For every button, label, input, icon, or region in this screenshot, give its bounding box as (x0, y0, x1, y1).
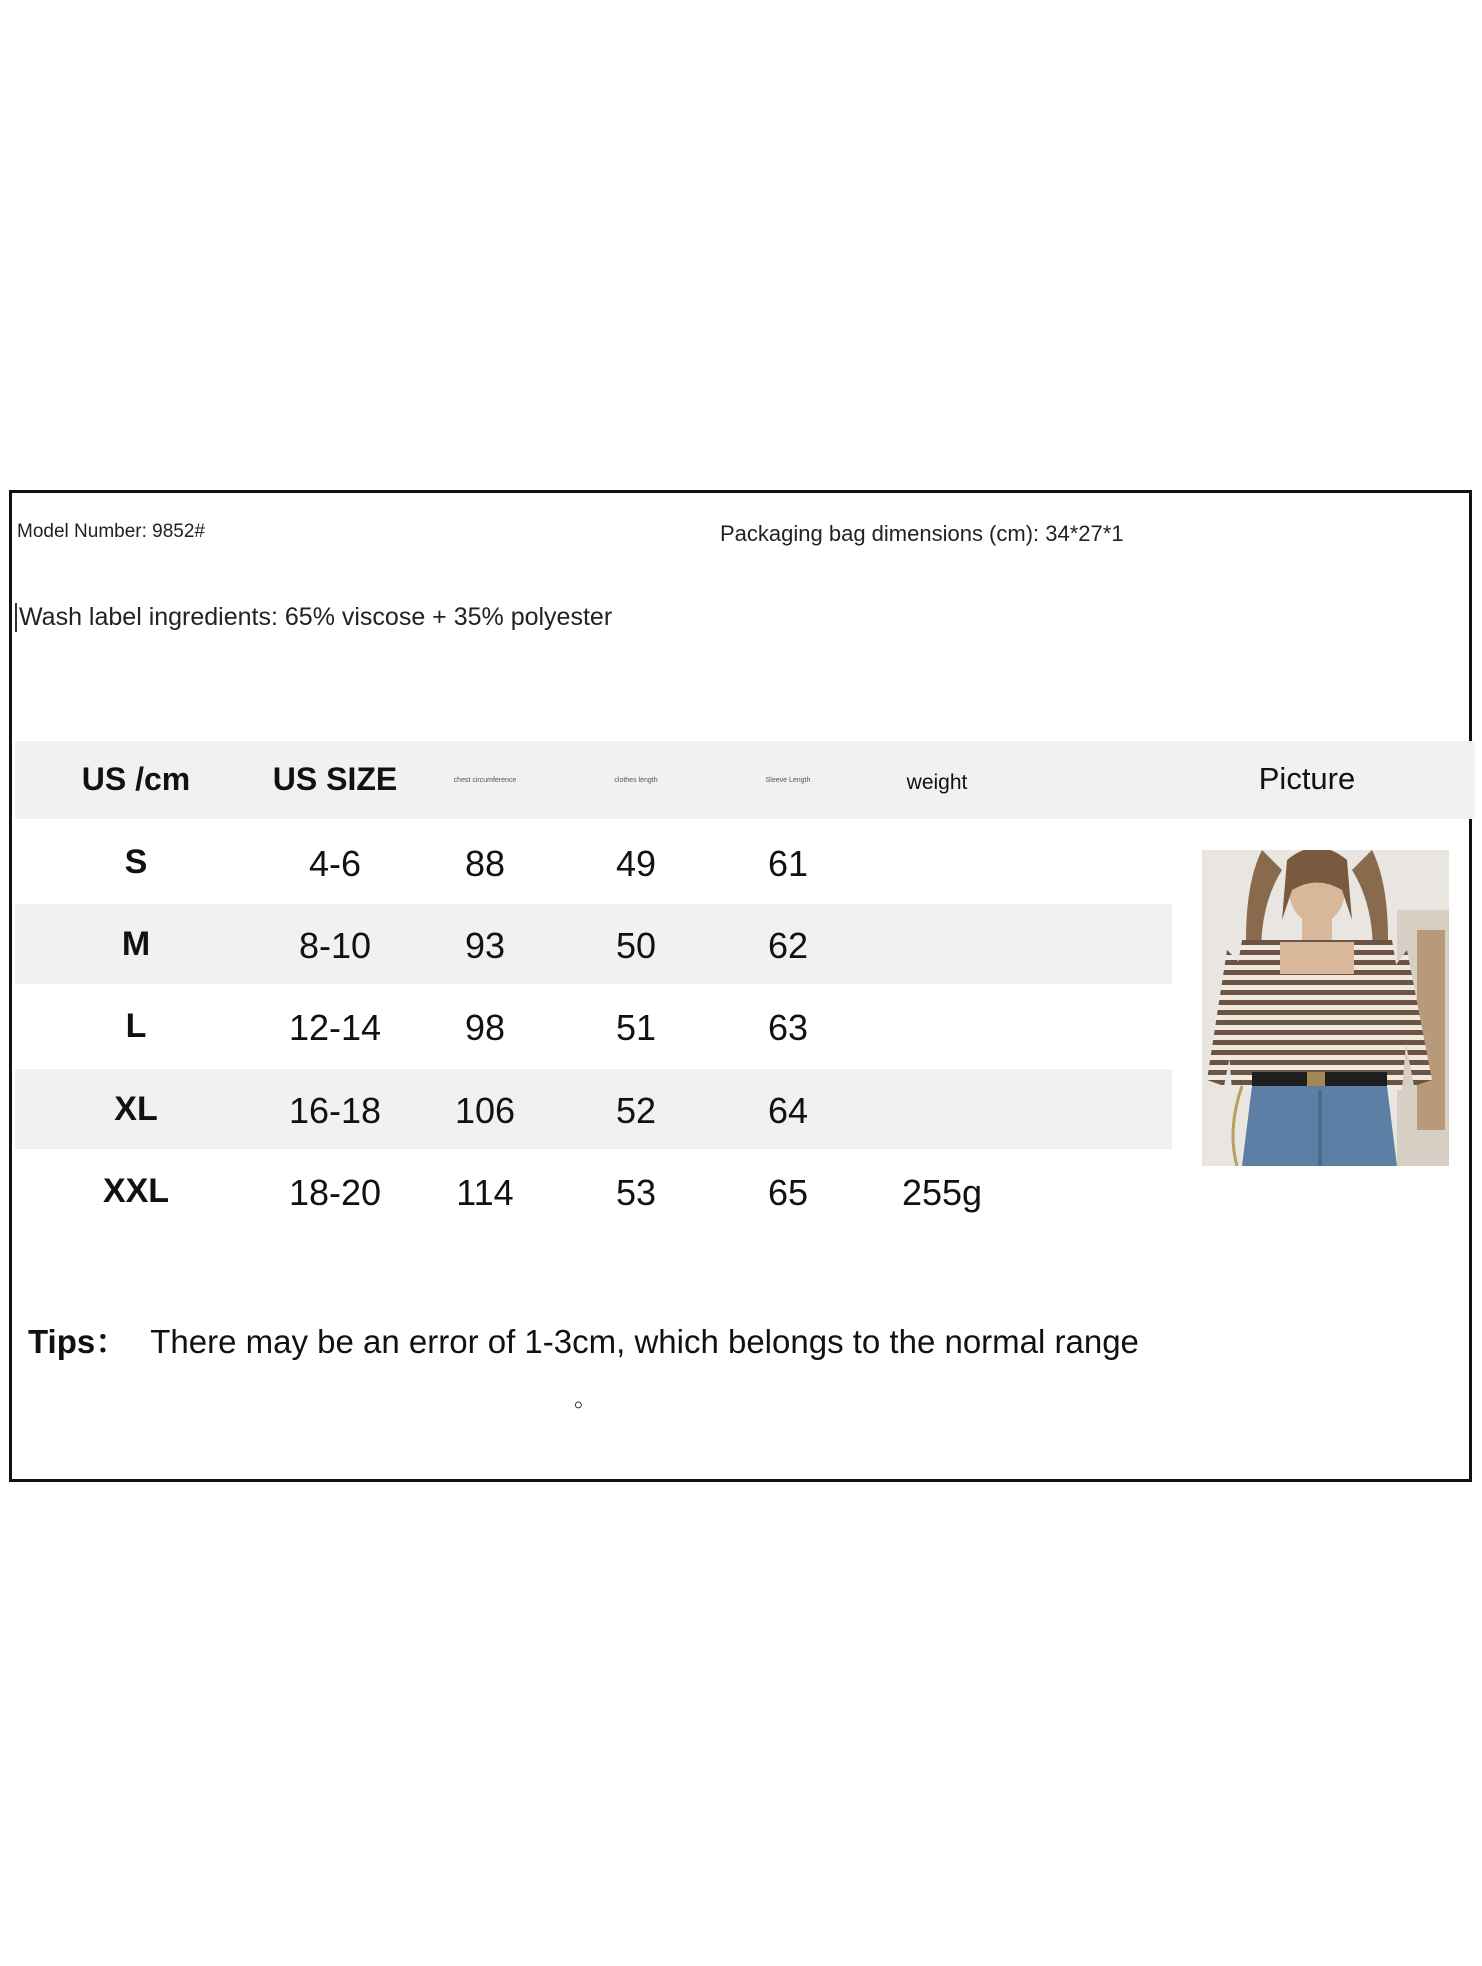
sleeve-cell: 61 (767, 843, 809, 884)
table-row (12, 1090, 1172, 1134)
table-row (12, 1007, 1172, 1051)
picture-column-header: Picture (1258, 761, 1356, 796)
size-cell: L (125, 1007, 147, 1045)
length-cell: 49 (615, 843, 657, 884)
sleeve-cell: 62 (767, 925, 809, 966)
size-cell: XL (114, 1090, 158, 1128)
us-size-cell: 4-6 (308, 843, 362, 884)
product-photo (1202, 850, 1449, 1166)
chest-cell: 106 (454, 1090, 516, 1131)
chest-cell: 93 (464, 925, 506, 966)
sleeve-cell: 63 (767, 1007, 809, 1048)
us-size-cell: 8-10 (298, 925, 372, 966)
col-header-us-cm: US /cm (81, 761, 191, 797)
col-header-us-size: US SIZE (272, 761, 398, 797)
us-size-cell: 12-14 (288, 1007, 382, 1048)
chest-cell: 88 (464, 843, 506, 884)
tips-text: There may be an error of 1-3cm, which belongs to the normal range (150, 1323, 1139, 1360)
col-header-length: clothes length (614, 777, 658, 784)
length-cell: 53 (615, 1172, 657, 1213)
us-size-cell: 16-18 (288, 1090, 382, 1131)
packaging-dimensions: Packaging bag dimensions (cm): 34*27*1 (720, 521, 1124, 546)
size-cell: S (124, 843, 148, 881)
table-header-row (12, 761, 1172, 801)
tips-label: Tips： (28, 1323, 129, 1360)
size-cell: M (121, 925, 151, 963)
col-header-chest: chest circumference (453, 777, 517, 784)
tips-note (28, 1316, 1139, 1363)
table-row (12, 843, 1172, 887)
length-cell: 52 (615, 1090, 657, 1131)
size-cell: XXL (102, 1172, 170, 1210)
size-chart-frame (9, 490, 1472, 1482)
chest-cell: 114 (456, 1172, 514, 1213)
table-row (12, 925, 1172, 969)
col-header-sleeve: Sleeve Length (765, 777, 811, 784)
wash-label-ingredients: Wash label ingredients: 65% viscose + 35% polyester (15, 603, 612, 632)
col-header-weight: weight (906, 771, 968, 794)
striped-top-photo-icon (1202, 850, 1449, 1166)
table-row (12, 1172, 1172, 1216)
chest-cell: 98 (464, 1007, 506, 1048)
length-cell: 51 (615, 1007, 657, 1048)
weight-cell: 255g (901, 1172, 983, 1213)
length-cell: 50 (615, 925, 657, 966)
tips-end-mark: 。 (574, 1385, 598, 1412)
model-number: Model Number: 9852# (17, 521, 205, 542)
sleeve-cell: 65 (767, 1172, 809, 1213)
us-size-cell: 18-20 (288, 1172, 382, 1213)
sleeve-cell: 64 (767, 1090, 809, 1131)
